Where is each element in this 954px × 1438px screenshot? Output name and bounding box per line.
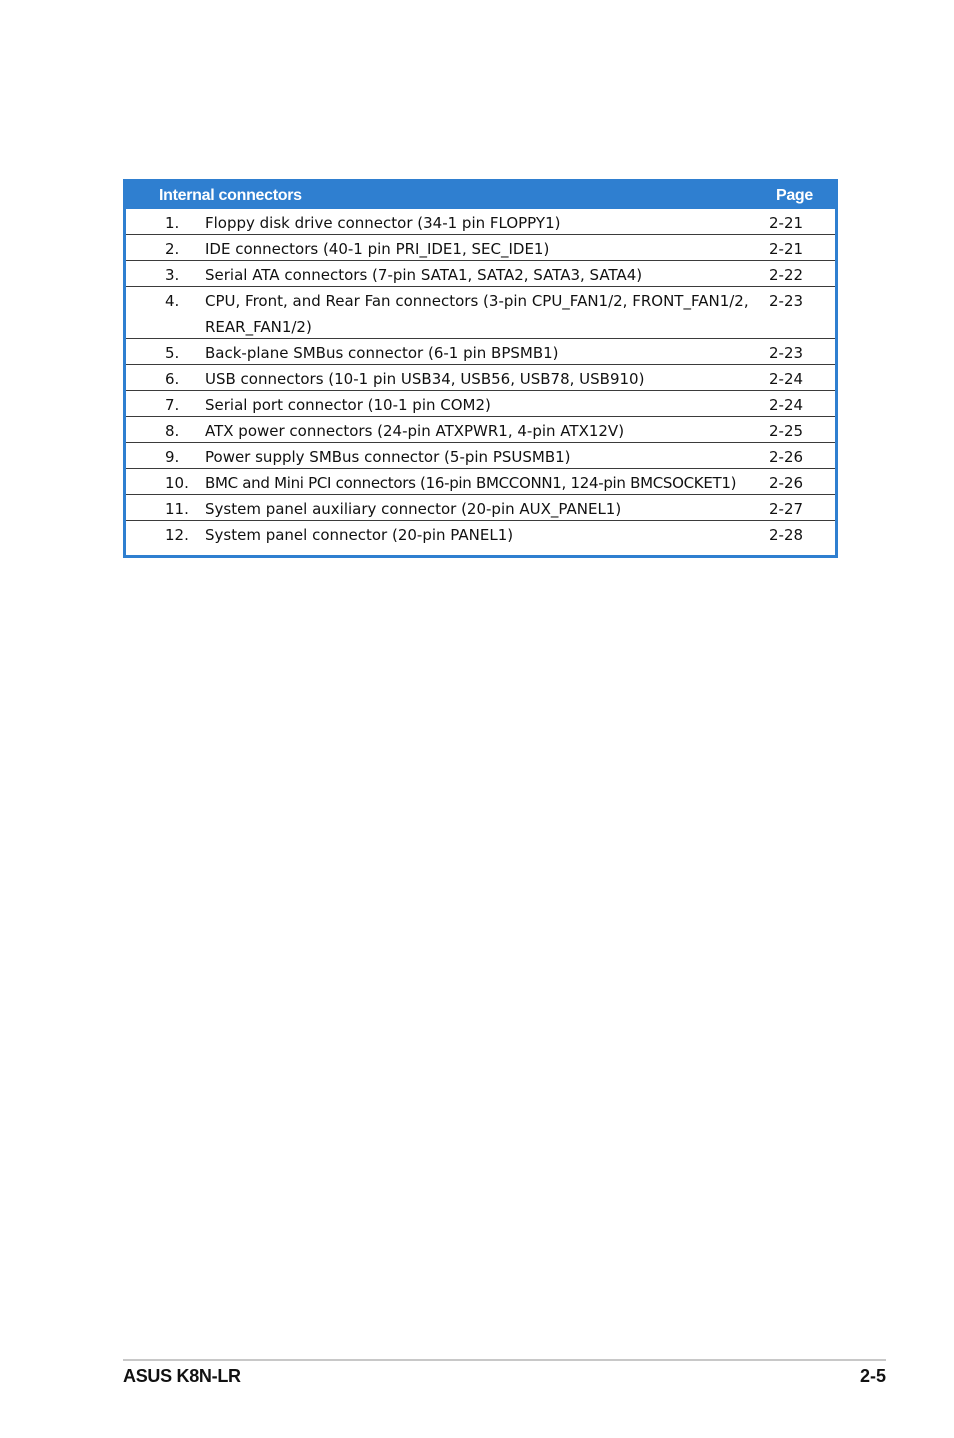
- header-title: Internal connectors: [159, 187, 302, 204]
- footer-product-name: ASUS K8N-LR: [123, 1366, 241, 1386]
- table-row: [126, 287, 835, 339]
- row-description: ATX power connectors (24-pin ATXPWR1, 4-pin ATX12V): [205, 422, 625, 440]
- table-row: [126, 365, 835, 391]
- row-page: 2-28: [769, 526, 804, 544]
- row-description: Serial port connector (10-1 pin COM2): [205, 396, 491, 414]
- table-header: [126, 179, 835, 209]
- row-page: 2-21: [769, 214, 804, 232]
- table-row: [126, 469, 835, 495]
- table-row: [126, 209, 835, 235]
- row-number: 6.: [165, 370, 180, 388]
- table-row: [126, 235, 835, 261]
- row-page: 2-23: [769, 292, 804, 310]
- row-page: 2-24: [769, 396, 804, 414]
- row-number: 11.: [165, 500, 189, 518]
- row-number: 12.: [165, 526, 189, 544]
- row-number: 9.: [165, 448, 180, 466]
- row-number: 10.: [165, 474, 189, 492]
- row-page: 2-27: [769, 500, 804, 518]
- row-description: Serial ATA connectors (7-pin SATA1, SATA2, SATA3, SATA4): [205, 266, 643, 284]
- row-number: 8.: [165, 422, 180, 440]
- table-row: [126, 495, 835, 521]
- row-page: 2-21: [769, 240, 804, 258]
- row-description: BMC and Mini PCI connectors (16-pin BMCCONN1, 124-pin BMCSOCKET1): [205, 474, 737, 492]
- row-description: CPU, Front, and Rear Fan connectors (3-pin CPU_FAN1/2, FRONT_FAN1/2, REAR_FAN1/2): [205, 292, 749, 336]
- row-description: System panel connector (20-pin PANEL1): [205, 526, 514, 544]
- internal-connectors-table: [123, 179, 838, 558]
- footer-page-number: 2-5: [859, 1366, 886, 1386]
- row-page: 2-25: [769, 422, 804, 440]
- row-page: 2-23: [769, 344, 804, 362]
- footer-divider: [123, 1359, 886, 1361]
- table-row: [126, 521, 835, 546]
- row-description: Back-plane SMBus connector (6-1 pin BPSMB1): [205, 344, 559, 362]
- row-description: USB connectors (10-1 pin USB34, USB56, USB78, USB910): [205, 370, 645, 388]
- header-page: Page: [775, 187, 813, 204]
- table-row: [126, 391, 835, 417]
- row-description: IDE connectors (40-1 pin PRI_IDE1, SEC_IDE1): [205, 240, 550, 258]
- row-number: 5.: [165, 344, 180, 362]
- table-row: [126, 443, 835, 469]
- table-row: [126, 417, 835, 443]
- row-page: 2-26: [769, 474, 804, 492]
- row-page: 2-22: [769, 266, 804, 284]
- row-number: 2.: [165, 240, 180, 258]
- row-number: 1.: [165, 214, 180, 232]
- row-number: 7.: [165, 396, 180, 414]
- row-page: 2-24: [769, 370, 804, 388]
- row-description: System panel auxiliary connector (20-pin AUX_PANEL1): [205, 500, 622, 518]
- row-description: Power supply SMBus connector (5-pin PSUSMB1): [205, 448, 571, 466]
- row-page: 2-26: [769, 448, 804, 466]
- table-row: [126, 261, 835, 287]
- row-description: Floppy disk drive connector (34-1 pin FLOPPY1): [205, 214, 561, 232]
- row-number: 4.: [165, 292, 180, 310]
- row-number: 3.: [165, 266, 180, 284]
- table-row: [126, 339, 835, 365]
